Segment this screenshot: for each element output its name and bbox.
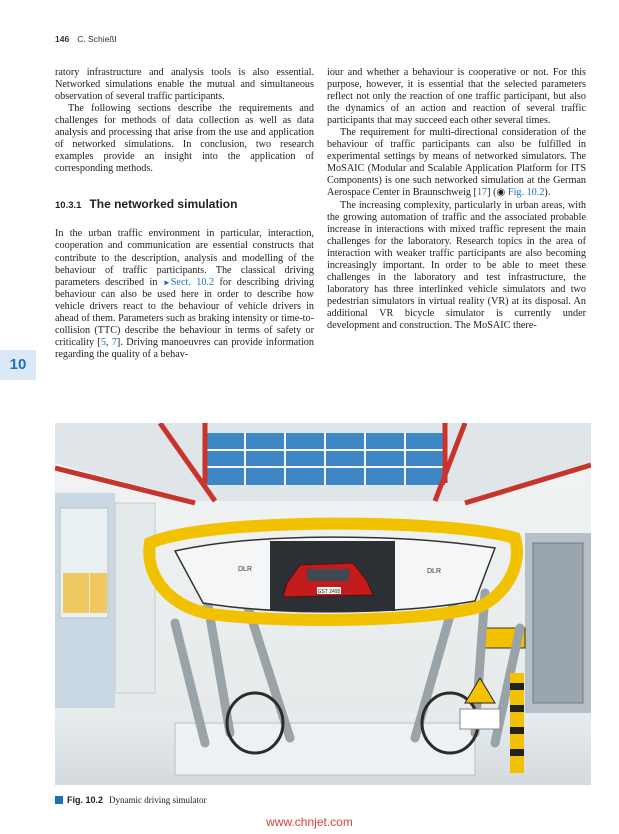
paragraph [55,228,314,361]
paragraph: ratory infrastructure and analysis tools is also essential. Networked simulations enable the mutual and simultaneous observation of several traffic participants. [55,67,314,103]
section-title: The networked simulation [89,197,238,212]
caption-text: Dynamic driving simulator [109,795,207,805]
page-number: 146 [55,34,70,44]
dlr-logo-left: DLR [238,566,253,573]
citation-link[interactable]: 7 [111,336,117,348]
paragraph [327,127,586,199]
dlr-logo-right: DLR [427,568,442,575]
chapter-tab: 10 [0,350,36,380]
paragraph: The increasing complexity, particularly in urban areas, with the growing automation of traffic and the associated probable increase in interactions with mixed traffic represent the main challenges for the laboratory. Research topics in the area of interaction with weaker traffic participants are also becoming increasingly important. In order to be able to meet these challenges in the laboratory and test infrastructure, the laboratory has three interlinked vehicle simulators and two pedestrian simulators in virtual reality (VR) at its disposal. An additional VR bicycle simulator is currently under development and construction. The MoSAIC there- [327,199,586,331]
caption-label: Fig. 10.2 [67,795,104,805]
text-run: ] (◉ [487,187,508,199]
section-number: 10.3.1 [55,200,82,212]
figure-caption [55,795,207,805]
text-run: ]. Driving manoeuvres can provide information regarding the quality of a behav- [55,336,314,360]
figure-photo [55,423,591,785]
text-run: In the urban traffic environment in particular, interaction, cooperation and communication are essential constructs that contribute to the description, analysis and modelling of the behaviour of traffic participants. The classical driving parameters described in [55,228,314,288]
text-run: for describing driving behaviour can also be used here in order to describe how vehicle drivers react to the behaviour of vehicle drivers in ahead of them. Parameters such as braking intensity or time-to-collision (TTC) describe the behaviour in terms of safety or criticality [ [55,276,314,348]
link-triangle-icon: ► [162,277,171,287]
right-column [327,67,586,332]
driving-simulator-illustration [55,423,591,785]
running-header [55,34,116,44]
left-column [55,67,314,361]
running-author: C. Schießl [77,34,117,44]
figure-link[interactable]: Fig. 10.2 [507,187,545,199]
paragraph: The following sections describe the requirements and challenges for methods of data collection as well as data analysis and processing that arise from the use and application of networked simulations. In conclusion, two research examples provide an insight into the application of corresponding methods. [55,103,314,175]
watermark-text: www.chnjet.com [266,815,353,829]
caption-square-icon [55,796,63,804]
citation-link[interactable]: 17 [476,187,488,199]
paragraph: iour and whether a behaviour is cooperative or not. For this purpose, however, it is essential that the selected parameters reflect not only the reaction of one traffic participant, but also the dynamics of an action and reaction of several traffic participants that may succeed each other several times. [327,67,586,127]
license-plate: GST 2495 [317,589,341,595]
citation-link[interactable]: 5 [100,336,106,348]
section-link[interactable]: Sect. 10.2 [170,276,215,288]
text-run: ). [544,187,551,199]
text-run: , [105,336,112,348]
section-heading [55,197,314,213]
text-run: The requirement for multi-directional consideration of the behaviour of traffic participants can also be fulfilled in experimental settings by means of networked simulators. The MoSAIC (Modular and Scalable Application Platform for ITS Components) is one such networked simulation at the German Aerospace Center in Braunschweig [ [327,127,586,199]
